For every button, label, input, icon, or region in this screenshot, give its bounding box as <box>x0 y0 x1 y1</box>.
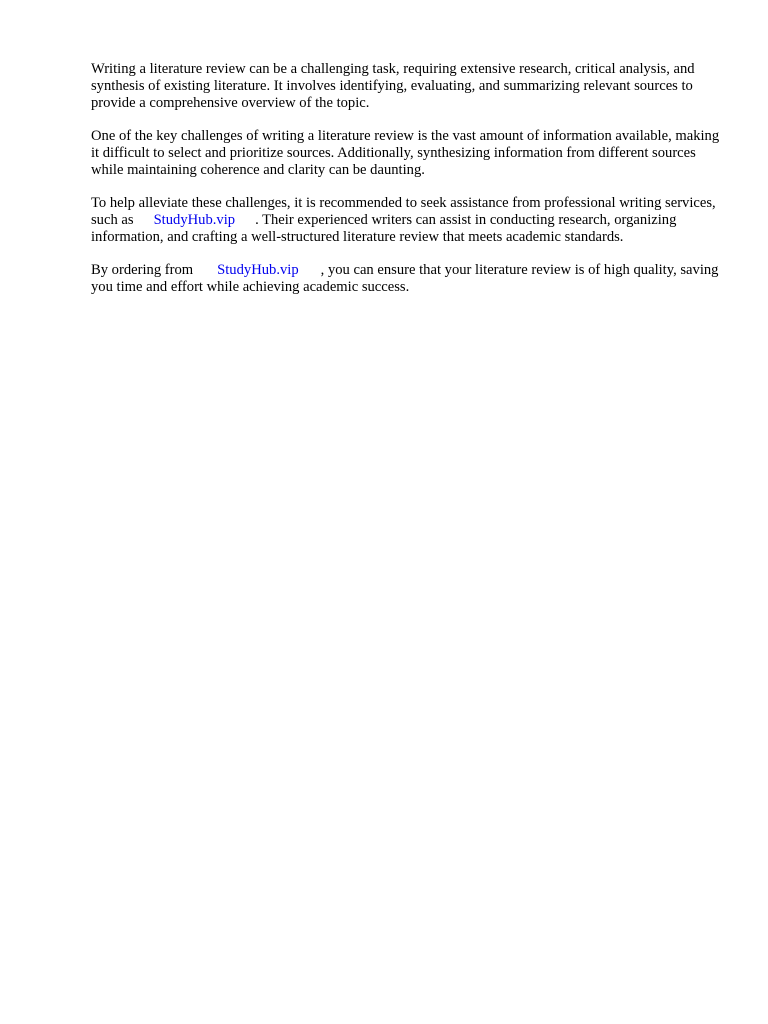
studyhub-link[interactable]: StudyHub.vip <box>153 212 236 228</box>
paragraph-challenges: One of the key challenges of writing a literature review is the vast amount of information available, making it difficult to select and prioritize sources. Additionally, synthesizing information from different sources while maintaining coherence and clarity can be daunting. <box>91 128 720 178</box>
paragraph-closing-text-after: , you can ensure that your literature review is of high quality, saving you time and effort while achieving academic success. <box>91 262 719 295</box>
paragraph-recommendation-text-before: To help alleviate these challenges, it is recommended to seek assistance from professional writing services, such as <box>91 195 716 228</box>
paragraph-intro: Writing a literature review can be a challenging task, requiring extensive research, critical analysis, and synthesis of existing literature. It involves identifying, evaluating, and summarizing relevant sources to provide a comprehensive overview of the topic. <box>91 61 695 111</box>
document-body <box>91 61 721 312</box>
studyhub-link-2[interactable]: StudyHub.vip <box>217 262 299 278</box>
paragraph-recommendation-text-after: . Their experienced writers can assist in conducting research, organizing information, and crafting a well-structured literature review that meets academic standards. <box>91 212 677 245</box>
paragraph-recommendation <box>91 195 721 246</box>
paragraph-closing <box>91 262 721 296</box>
paragraph-closing-text-before: By ordering from <box>91 262 194 278</box>
